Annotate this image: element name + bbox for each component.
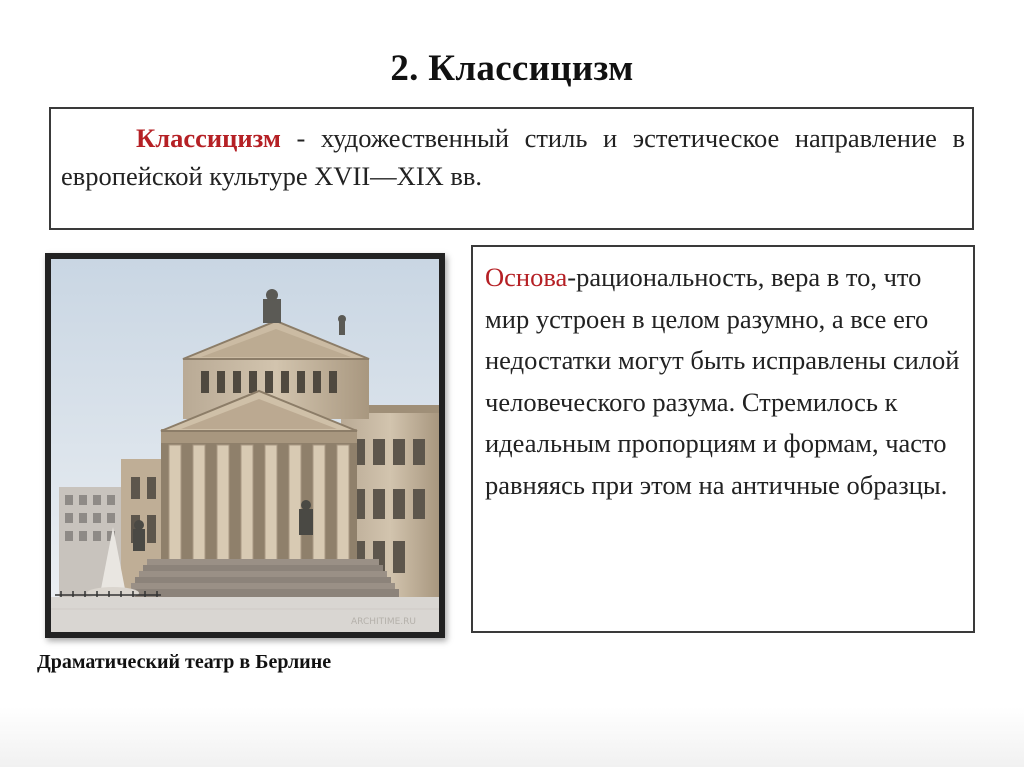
- definition-box: [49, 107, 974, 230]
- info-body: -рациональность, вера в то, что мир устроен в целом разумно, а все его недостатки могут быть исправлены силой человеческого разума. Стремилось к идеальным пропорциям и формам, часто равняясь при этом на античные образцы.: [485, 262, 960, 500]
- photo-caption: Драматический театр в Берлине: [37, 651, 332, 673]
- info-box: [471, 245, 975, 633]
- info-term: Основа: [485, 262, 568, 292]
- definition-text: [61, 119, 965, 195]
- photo-frame: [45, 253, 445, 638]
- info-text: [485, 257, 960, 506]
- photo-watermark: ARCHITIME.RU: [351, 617, 416, 627]
- definition-body: - художественный стиль и эстетическое направление в европейской культуре XVII—XIX вв.: [61, 123, 965, 191]
- theatre-illustration: [51, 259, 439, 632]
- definition-term: Классицизм: [136, 123, 281, 153]
- theatre-photo: [51, 259, 439, 632]
- slide-title: 2. Классицизм: [390, 48, 634, 89]
